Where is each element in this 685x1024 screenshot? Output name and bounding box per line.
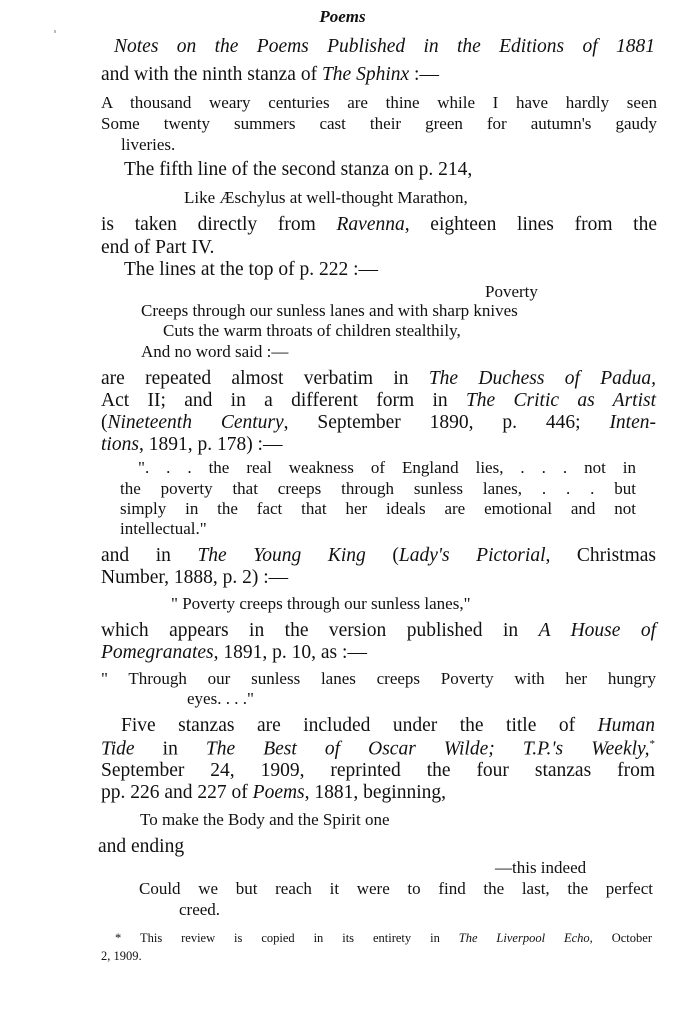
body-line: end of Part IV. [101, 237, 215, 258]
body-line: Tide in The Best of Oscar Wilde; T.P.'s Weekly,* [101, 738, 655, 760]
footnote-line: * This review is copied in its entirety in The Liverpool Echo, October [115, 931, 652, 945]
body-line: (Nineteenth Century, September 1890, p. 446; Inten- [101, 412, 656, 433]
quote-line: creed. [179, 900, 221, 919]
quote-line: eyes. . . ." [187, 689, 254, 708]
body-line: Number, 1888, p. 2) :— [101, 567, 289, 588]
quote-line: Some twenty summers cast their green for autumn's gaudy [101, 114, 657, 133]
quote-line: liveries. [121, 135, 176, 154]
footnote-line: 2, 1909. [101, 949, 142, 963]
section-title: Notes on the Poems Published in the Editions of 1881 [114, 36, 655, 57]
quote-line: To make the Body and the Spirit one [140, 810, 390, 829]
quote-line: " Poverty creeps through our sunless lanes," [171, 594, 471, 613]
quote-line: intellectual." [120, 519, 207, 538]
quote-line: Creeps through our sunless lanes and with sharp knives [141, 301, 518, 320]
quote-line: simply in the fact that her ideals are emotional and not [120, 499, 636, 518]
scan-speck [54, 30, 56, 33]
quote-line: —this indeed [495, 858, 587, 877]
body-line: The fifth line of the second stanza on p. 214, [124, 159, 473, 180]
quote-line: Cuts the warm throats of children stealthily, [163, 321, 461, 340]
quote-line: A thousand weary centuries are thine while I have hardly seen [101, 93, 657, 112]
quote-line: And no word said :— [141, 342, 289, 361]
quote-line: Poverty [485, 282, 538, 301]
quote-line: ". . . the real weakness of England lies, . . . not in [138, 458, 636, 477]
body-line: September 24, 1909, reprinted the four stanzas from [101, 760, 655, 781]
quote-line: the poverty that creeps through sunless lanes, . . . but [120, 479, 636, 498]
body-line: and in The Young King (Lady's Pictorial, Christmas [101, 545, 656, 566]
body-line: which appears in the version published in A House of [101, 620, 656, 641]
quote-line: Could we but reach it were to find the last, the perfect [139, 879, 653, 898]
body-line: Act II; and in a different form in The Critic as Artist [101, 390, 656, 411]
body-line: tions, 1891, p. 178) :— [101, 434, 283, 455]
running-head: Poems [319, 7, 366, 26]
body-line: is taken directly from Ravenna, eighteen lines from the [101, 214, 658, 235]
body-line: are repeated almost verbatim in The Duchess of Padua, [101, 368, 656, 389]
body-line: Pomegranates, 1891, p. 10, as :— [101, 642, 367, 663]
body-line: pp. 226 and 227 of Poems, 1881, beginning, [101, 782, 447, 803]
quote-line: " Through our sunless lanes creeps Poverty with her hungry [101, 669, 656, 688]
body-line: and ending [98, 836, 185, 857]
body-line: and with the ninth stanza of The Sphinx :— [101, 64, 439, 85]
body-line: Five stanzas are included under the title of Human [121, 715, 655, 736]
body-line: The lines at the top of p. 222 :— [124, 259, 378, 280]
quote-line: Like Æschylus at well-thought Marathon, [184, 188, 468, 207]
